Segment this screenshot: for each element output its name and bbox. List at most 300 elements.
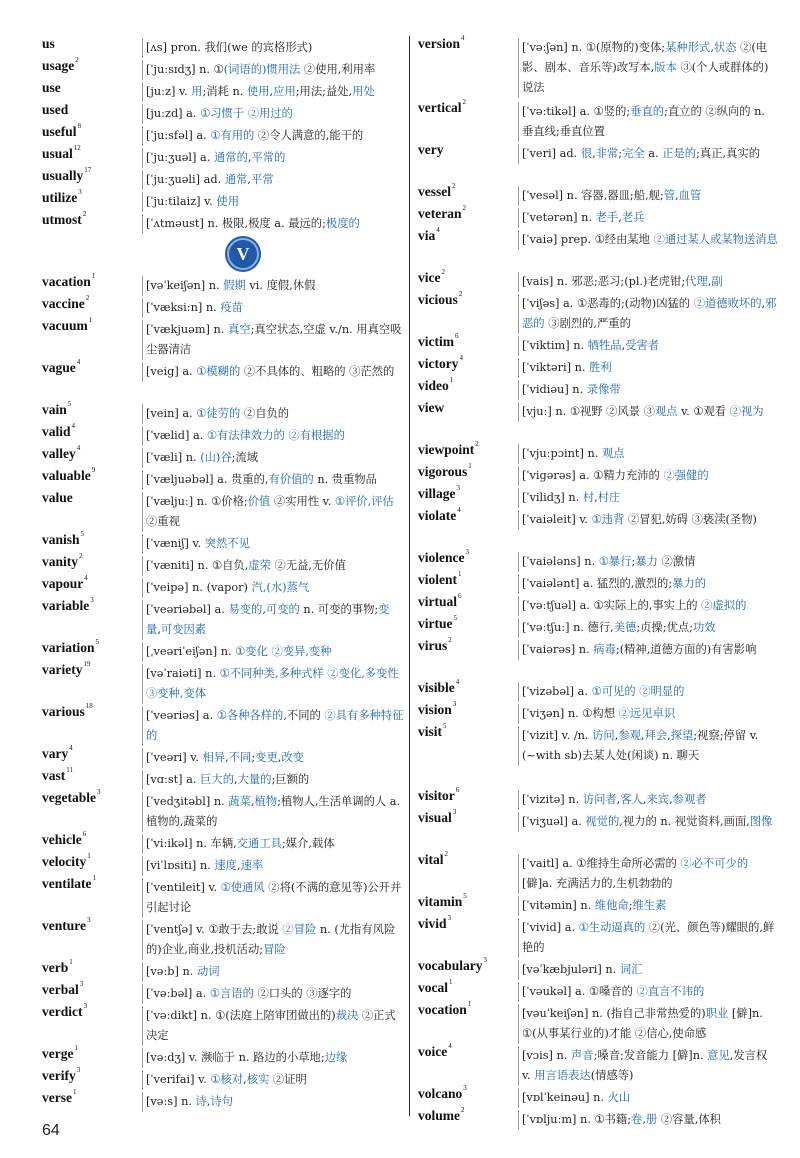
headword xyxy=(418,1044,518,1060)
highlighted-meaning: ①有用的 xyxy=(210,129,255,142)
definition xyxy=(518,294,778,334)
highlighted-meaning: 火山 xyxy=(607,1091,631,1104)
highlighted-meaning: 冒险 xyxy=(263,943,286,956)
headword xyxy=(42,982,142,998)
dictionary-entry xyxy=(42,960,404,982)
dictionary-entry xyxy=(418,270,778,292)
definition xyxy=(142,448,404,468)
definition xyxy=(142,578,404,598)
frequency-count: 19 xyxy=(83,660,91,668)
definition-text: [ˈvəːbəl] a. xyxy=(146,987,210,1000)
headword-text: vice xyxy=(418,270,441,285)
highlighted-meaning: 某种形式 xyxy=(665,41,711,54)
definition-text: ②口头的 ③逐字的 xyxy=(253,987,352,1000)
definition-text: a. xyxy=(644,147,663,160)
definition xyxy=(142,1070,404,1090)
entries-before-v xyxy=(42,36,404,234)
headword xyxy=(418,442,518,458)
definition-text: [ˈvedʒitəbl] n. xyxy=(146,795,229,808)
highlighted-meaning: ①评价,评估 xyxy=(334,495,394,508)
highlighted-meaning: 维生素 xyxy=(632,899,667,912)
headword-text: vast xyxy=(42,768,66,783)
definition-text: [ʌs] pron. 我们(we 的宾格形式) xyxy=(146,41,313,54)
dictionary-entry xyxy=(42,1004,404,1046)
highlighted-meaning: ①模糊的 xyxy=(196,365,241,378)
definition xyxy=(142,298,404,318)
definition-text: [ˈvaiələns] n. xyxy=(522,555,599,568)
highlighted-meaning: 通常 xyxy=(224,173,248,186)
highlighted-meaning: 速度 xyxy=(214,859,237,872)
frequency-count: 1 xyxy=(87,852,91,860)
definition-text: [ˈverifai] v. xyxy=(146,1073,211,1086)
definition-text: [ˈvəːʃən] n. ①(原物的)变体; xyxy=(522,41,666,54)
definition-text: [ˈviʃəs] a. ①恶毒的;(动物)凶猛的 xyxy=(522,297,694,310)
definition-text: ②正式决定 xyxy=(146,1009,396,1042)
frequency-count: 4 xyxy=(69,744,73,752)
definition xyxy=(142,60,404,80)
definition-text: , xyxy=(761,297,766,310)
headword xyxy=(418,464,518,480)
dictionary-entry xyxy=(418,1044,778,1086)
frequency-count: 6 xyxy=(455,786,460,794)
definition-text: [ˈvigərəs] a. ①精力充沛的 xyxy=(522,469,664,482)
definition-text: [ˈʌtməust] n. 极限,极度 a. 最远的; xyxy=(146,217,326,230)
headword xyxy=(42,876,142,892)
headword-text: video xyxy=(418,378,449,393)
definition-text: ; xyxy=(631,555,636,568)
headword-text: vessel xyxy=(418,184,451,199)
headword xyxy=(42,918,142,934)
headword-text: velocity xyxy=(42,854,87,869)
definition xyxy=(518,380,778,400)
definition xyxy=(518,704,778,724)
highlighted-meaning: 动词 xyxy=(196,965,220,978)
highlighted-meaning: 非常 xyxy=(595,147,619,160)
definition xyxy=(518,1110,778,1130)
headword-text: viewpoint xyxy=(418,442,475,457)
highlighted-meaning: 裁决 xyxy=(335,1009,359,1022)
highlighted-meaning: 访问者 xyxy=(582,793,617,806)
definition-text: ;消耗 n. xyxy=(202,85,247,98)
headword-text: version xyxy=(418,36,460,51)
frequency-count: 3 xyxy=(447,914,452,922)
definition-text: , xyxy=(642,1113,646,1126)
highlighted-meaning: 蔬菜 xyxy=(228,795,251,808)
definition-text: [ˈvæniti] n. ①自负, xyxy=(146,559,249,572)
dictionary-entry xyxy=(42,768,404,790)
frequency-count: 3 xyxy=(76,1066,81,1074)
headword-text: value xyxy=(42,490,73,505)
headword xyxy=(418,334,518,350)
dictionary-entry xyxy=(42,1090,404,1112)
headword-text: vivid xyxy=(418,916,447,931)
highlighted-meaning: 完全 xyxy=(622,147,645,160)
highlighted-meaning: 邪恶的 xyxy=(522,297,777,330)
definition-text: [vəˈkeiʃən] n. xyxy=(146,279,224,292)
definition-text: [ˈviʒən] n. ①构想 xyxy=(522,707,619,720)
dictionary-entry xyxy=(42,468,404,490)
headword xyxy=(42,960,142,976)
highlighted-meaning: ①暴行 xyxy=(598,555,632,568)
headword xyxy=(42,490,142,506)
definition-text: (情感等) xyxy=(590,1069,634,1082)
definition-text: [juːzd] a. xyxy=(146,107,201,120)
headword xyxy=(42,296,142,312)
headword xyxy=(418,638,518,654)
highlighted-meaning: 村庄 xyxy=(597,491,621,504)
dictionary-entry xyxy=(42,212,404,234)
frequency-count: 1 xyxy=(91,272,96,280)
definition xyxy=(142,276,404,296)
highlighted-meaning: 通常的 xyxy=(213,151,248,164)
definition-text: ②容量,体积 xyxy=(657,1113,721,1126)
definition-text: ,不同的 xyxy=(283,709,325,722)
highlighted-meaning: 老兵 xyxy=(621,211,645,224)
highlighted-meaning: 拜会 xyxy=(644,729,668,742)
headword xyxy=(418,916,518,932)
headword xyxy=(42,424,142,440)
definition-text: , xyxy=(262,603,266,616)
highlighted-meaning: 用 xyxy=(191,85,203,98)
headword-text: veteran xyxy=(418,206,462,221)
definition-text: [ˈvilidʒ] n. xyxy=(522,491,583,504)
definition-text: , xyxy=(594,491,598,504)
highlighted-meaning: 有价值的 xyxy=(268,473,314,486)
highlighted-meaning: 血管 xyxy=(678,189,702,202)
frequency-count: 5 xyxy=(453,614,457,622)
dictionary-entry xyxy=(418,442,778,464)
definition-text: [ˌveəriˈeiʃən] n. xyxy=(146,645,236,658)
definition-text: [ˈvæljuəbəl] a. 贵重的, xyxy=(146,473,269,486)
definition-text: [veig] a. xyxy=(146,365,197,378)
definition-text: [ˈvaiə] prep. ①经由某地 xyxy=(522,233,654,246)
definition xyxy=(142,770,404,790)
page-number: 64 xyxy=(42,1122,60,1139)
headword-text: vertical xyxy=(418,100,462,115)
headword-text: us xyxy=(42,36,55,51)
dictionary-entry xyxy=(42,662,404,704)
highlighted-meaning: 使用 xyxy=(216,195,239,208)
dictionary-entry xyxy=(42,554,404,576)
dictionary-entry xyxy=(418,334,778,356)
highlighted-meaning: ①违背 xyxy=(591,513,625,526)
headword-text: utmost xyxy=(42,212,82,227)
highlighted-meaning: 垂直的 xyxy=(630,105,665,118)
dictionary-entry xyxy=(418,400,778,442)
definition xyxy=(518,272,778,292)
frequency-count: 6 xyxy=(82,830,87,838)
dictionary-entry xyxy=(42,854,404,876)
headword-text: vicious xyxy=(418,292,458,307)
headword-text: verb xyxy=(42,960,69,975)
definition-text: [ˈjuːtilaiz] v. xyxy=(146,195,217,208)
frequency-count: 3 xyxy=(79,980,84,988)
dictionary-entry xyxy=(418,550,778,572)
definition xyxy=(518,402,778,422)
headword-text: virtual xyxy=(418,594,457,609)
definition xyxy=(518,596,778,616)
headword xyxy=(42,640,142,656)
dictionary-entry xyxy=(418,228,778,270)
headword-text: vegetable xyxy=(42,790,96,805)
highlighted-meaning: 可变的 xyxy=(265,603,300,616)
headword xyxy=(418,958,518,974)
definition-text: [ˈventʃə] v. ①敢于去;敢说 xyxy=(146,923,283,936)
definition xyxy=(518,726,778,766)
headword xyxy=(42,704,142,720)
definition-text: [ˈvɒljuːm] n. ①书籍; xyxy=(522,1113,632,1126)
frequency-count: 8 xyxy=(77,122,82,130)
definition-text: [vɒlˈkeinəu] n. xyxy=(522,1091,608,1104)
definition xyxy=(142,126,404,146)
definition xyxy=(142,170,404,190)
definition-text: , xyxy=(640,729,645,742)
dictionary-entry xyxy=(42,446,404,468)
definition xyxy=(518,812,778,832)
headword-text: vehicle xyxy=(42,832,82,847)
headword xyxy=(42,446,142,462)
definition-text: ③(个人或群体的)说法 xyxy=(522,61,769,94)
highlighted-meaning: 图像 xyxy=(749,815,773,828)
dictionary-entry xyxy=(418,916,778,958)
definition-text: [vjuː] n. ①视野 ②风景 ③ xyxy=(522,405,655,418)
definition xyxy=(142,1006,404,1046)
definition-text: [ˈvizəbəl] a. xyxy=(522,685,592,698)
definition xyxy=(142,192,404,212)
highlighted-meaning: 探望 xyxy=(670,729,694,742)
headword-text: vaccine xyxy=(42,296,85,311)
headword xyxy=(42,1046,142,1062)
highlighted-meaning: ①不同种类,多种式样 ②变化,多变性 ③变种,变体 xyxy=(146,667,399,700)
headword xyxy=(418,292,518,308)
frequency-count: 17 xyxy=(84,166,92,174)
definition-text: ;媒介,载体 xyxy=(281,837,335,850)
definition-text: , xyxy=(667,729,671,742)
dictionary-entry xyxy=(42,36,404,58)
highlighted-meaning: ②视为 xyxy=(729,405,764,418)
highlighted-meaning: ①各种各样的 xyxy=(216,709,284,722)
frequency-count: 1 xyxy=(69,958,73,966)
headword xyxy=(42,146,142,162)
headword-text: volume xyxy=(418,1108,460,1123)
highlighted-meaning: 观点 xyxy=(601,447,625,460)
entries-after-v xyxy=(42,274,404,1112)
headword xyxy=(42,832,142,848)
entries-right xyxy=(418,36,778,1130)
highlighted-meaning: 假期 xyxy=(223,279,246,292)
frequency-count: 3 xyxy=(465,548,469,556)
dictionary-entry xyxy=(42,424,404,446)
headword xyxy=(418,400,518,416)
headword xyxy=(418,142,518,158)
definition-text: , xyxy=(236,859,241,872)
definition-text: [ˈvəːtʃuəl] a. ①实际上的,事实上的 xyxy=(522,599,702,612)
headword xyxy=(42,318,142,334)
dictionary-entry xyxy=(418,486,778,508)
headword xyxy=(418,356,518,372)
definition xyxy=(142,104,404,124)
definition-text: , xyxy=(234,773,238,786)
headword xyxy=(42,662,142,678)
highlighted-meaning: 卷 xyxy=(631,1113,643,1126)
dictionary-entry xyxy=(418,594,778,616)
headword xyxy=(42,360,142,376)
headword xyxy=(42,102,142,118)
dictionary-entry xyxy=(418,1108,778,1130)
headword xyxy=(42,80,142,96)
dictionary-entry xyxy=(418,1086,778,1108)
definition xyxy=(142,214,404,234)
frequency-count: 3 xyxy=(463,1084,467,1092)
definition-text: n. 贵重物品 xyxy=(313,473,377,486)
definition-text: , xyxy=(225,751,229,764)
definition xyxy=(142,878,404,918)
dictionary-entry xyxy=(42,360,404,402)
definition-text: [ˈvəːtikəl] a. ①竖的; xyxy=(522,105,631,118)
highlighted-meaning: 大量的 xyxy=(237,773,272,786)
highlighted-meaning: 代理 xyxy=(685,275,708,288)
dictionary-entry xyxy=(42,982,404,1004)
headword xyxy=(418,228,518,244)
headword xyxy=(42,554,142,570)
headword-text: virtue xyxy=(418,616,453,631)
frequency-count: 4 xyxy=(71,422,76,430)
right-column xyxy=(418,36,778,1130)
highlighted-meaning: 用处 xyxy=(352,85,375,98)
dictionary-entry xyxy=(42,146,404,168)
headword-text: variable xyxy=(42,598,90,613)
frequency-count: 1 xyxy=(88,316,93,324)
headword-text: use xyxy=(42,80,61,95)
definition-text: [vəuˈkeiʃən] n. (指自己非常热爱的) xyxy=(522,1007,706,1020)
headword xyxy=(42,274,142,290)
definition-text: ;贞操;优点; xyxy=(636,621,693,634)
definition-text: n. (尤指有风险的)企业,商业,投机活动; xyxy=(146,923,396,956)
definition-text: ②(光、颜色等)耀眼的,鲜艳的 xyxy=(522,921,775,954)
highlighted-meaning: ①有法律效力的 ②有根据的 xyxy=(206,429,345,442)
definition-text: [ˈvidiəu] n. xyxy=(522,383,587,396)
headword xyxy=(42,468,142,484)
frequency-count: 6 xyxy=(458,592,462,600)
definition-text: ③剧烈的,严重的 xyxy=(544,317,631,330)
headword-text: visit xyxy=(418,724,443,739)
definition xyxy=(518,854,778,894)
definition xyxy=(518,358,778,378)
highlighted-meaning: 突然不见 xyxy=(204,537,250,550)
headword-text: volcano xyxy=(418,1086,463,1101)
definition xyxy=(142,856,404,876)
definition-text: [juːz] v. xyxy=(146,85,192,98)
highlighted-meaning: 诗 xyxy=(195,1095,207,1108)
highlighted-meaning: 诗句 xyxy=(210,1095,234,1108)
highlighted-meaning: 正是的 xyxy=(662,147,697,160)
dictionary-entry xyxy=(42,598,404,640)
dictionary-entry xyxy=(42,58,404,80)
highlighted-meaning: 维他命 xyxy=(594,899,629,912)
definition-text: ;巨额的 xyxy=(271,773,310,786)
dictionary-entry xyxy=(418,1002,778,1044)
definition-text: [vein] a. xyxy=(146,407,197,420)
highlighted-meaning: 牺牲品 xyxy=(587,339,622,352)
headword-text: violent xyxy=(418,572,457,587)
highlighted-meaning: 参观 xyxy=(618,729,641,742)
highlighted-meaning: 词汇 xyxy=(619,963,643,976)
definition-text: [ˈvitəmin] n. xyxy=(522,899,595,912)
dictionary-entry xyxy=(42,918,404,960)
frequency-count: 5 xyxy=(95,638,99,646)
definition-text: [ˈvæniʃ] v. xyxy=(146,537,205,550)
frequency-count: 1 xyxy=(458,570,462,578)
section-v-badge xyxy=(42,234,404,274)
definition-text: , xyxy=(250,795,255,808)
definition-text: [ˈjuːsɪdʒ] n. ① xyxy=(146,63,224,76)
headword-text: used xyxy=(42,102,69,117)
dictionary-entry xyxy=(418,680,778,702)
headword-text: victory xyxy=(418,356,459,371)
headword xyxy=(42,1090,142,1106)
headword xyxy=(418,616,518,632)
frequency-count: 2 xyxy=(448,636,452,644)
definition-text: [ˈvjuːpɔint] n. xyxy=(522,447,602,460)
headword xyxy=(418,378,518,394)
definition xyxy=(518,38,778,98)
definition-text: , xyxy=(707,275,712,288)
definition xyxy=(142,320,404,360)
highlighted-meaning: 速率 xyxy=(240,859,264,872)
highlighted-meaning: ②虚拟的 xyxy=(701,599,747,612)
highlighted-meaning: ①习惯于 ②用过的 xyxy=(200,107,293,120)
definition xyxy=(518,982,778,1002)
highlighted-meaning: ②强健的 xyxy=(663,469,709,482)
dictionary-entry xyxy=(42,274,404,296)
highlighted-meaning: 客人 xyxy=(620,793,643,806)
frequency-count: 2 xyxy=(82,210,87,218)
dictionary-entry xyxy=(42,402,404,424)
column-divider xyxy=(409,36,410,1116)
definition-text: ②重视 xyxy=(146,515,180,528)
headword-text: vacation xyxy=(42,274,91,289)
definition-text: , xyxy=(675,189,679,202)
highlighted-meaning: ①徒劳的 xyxy=(196,407,241,420)
headword-text: visible xyxy=(418,680,455,695)
definition xyxy=(142,82,404,102)
definition xyxy=(518,1088,778,1108)
headword-text: virus xyxy=(418,638,448,653)
highlighted-meaning: ①使通风 xyxy=(220,881,265,894)
highlighted-meaning: 真空 xyxy=(228,323,251,336)
definition-text: [ˈvæksiːn] n. xyxy=(146,301,221,314)
highlighted-meaning: ①核对 xyxy=(210,1073,244,1086)
highlighted-meaning: 平常 xyxy=(251,173,274,186)
frequency-count: 4 xyxy=(84,574,88,582)
headword-text: usually xyxy=(42,168,84,183)
headword xyxy=(42,768,142,784)
definition-text: vi. 度假,休假 xyxy=(245,279,316,292)
definition-text: [ˈvəːtʃuː] n. 德行, xyxy=(522,621,614,634)
definition xyxy=(142,404,404,424)
frequency-count: 3 xyxy=(456,484,460,492)
definition xyxy=(142,492,404,532)
definition-text: [vɔis] n. xyxy=(522,1049,571,1062)
headword xyxy=(418,486,518,502)
definition xyxy=(518,960,778,980)
definition-text: ②不具体的、粗略的 ③茫然的 xyxy=(240,365,395,378)
headword xyxy=(42,124,142,140)
definition-text: [ˈvæli] n. xyxy=(146,451,201,464)
dictionary-entry xyxy=(42,532,404,554)
headword-text: verbal xyxy=(42,982,79,997)
headword xyxy=(418,36,518,52)
